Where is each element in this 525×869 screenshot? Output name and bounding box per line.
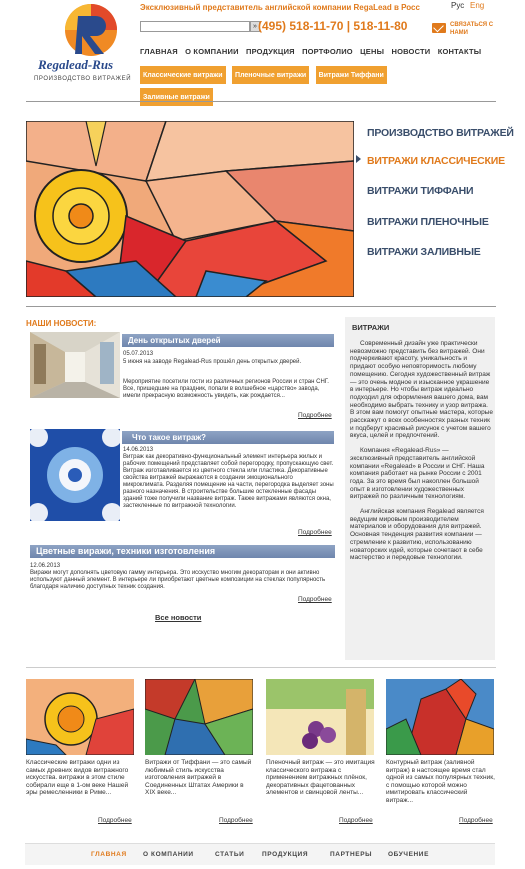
news-date: 12.06.2013 [30,563,61,569]
active-arrow-icon [356,155,361,163]
nav-item-portfolio[interactable]: ПОРТФОЛИО [302,47,353,56]
news-image-open-day[interactable] [30,332,120,398]
sub-nav-tiffany[interactable]: Витражи Тиффани [316,66,387,84]
footer-item-home[interactable]: ГЛАВНАЯ [91,851,127,858]
sidebar-paragraph: Английская компания Regalead является ведущим мировым производителем материалов и оборудования для витражей. Основная тенденция развития компании — стремление к развитию, использованию новаторских идей, которые сочетают в себе мастерство и передовые технологии. [350,508,484,562]
footer-item-training[interactable]: ОБУЧЕНИЕ [388,851,430,858]
card-text-tiffany: Витражи от Тиффани — это самый любимый стиль искусства изготовления витражей в Соединенных Штатах Америки в XIX веке... [145,759,252,797]
hero-menu-production[interactable]: ПРОИЗВОДСТВО ВИТРАЖЕЙ [367,127,514,139]
news-text: Виражи могут дополнять цветовую гамму интерьера. Это исскуство многим декораторам и они активно используют данный элемент. В интерьере ли приобретают цветные композиции на стеклах популярность благодаря наличию доступных техник создания. [30,570,326,590]
logo-subtitle: ПРОИЗВОДСТВО ВИТРАЖЕЙ [34,76,132,82]
news-text: 5 июня на заводе Regalead-Rus прошёл день открытых дверей. [123,359,302,365]
footer-item-about[interactable]: О КОМПАНИИ [143,851,194,858]
footer-item-articles[interactable]: СТАТЬИ [215,851,245,858]
card-more-link[interactable]: Подробнее [339,817,373,824]
card-more-link[interactable]: Подробнее [459,817,493,824]
logo-text: Regalead-Rus [38,57,114,72]
sub-nav-classic[interactable]: Классические витражи [140,66,226,84]
card-more-link[interactable]: Подробнее [219,817,253,824]
news-date: 05.07.2013 [123,351,154,357]
nav-item-news[interactable]: НОВОСТИ [391,47,431,56]
news-more-link[interactable]: Подробнее [298,596,332,603]
card-more-link[interactable]: Подробнее [98,817,132,824]
hero-menu-film[interactable]: ВИТРАЖИ ПЛЕНОЧНЫЕ [367,216,489,228]
news-section-title: НАШИ НОВОСТИ: [26,319,97,328]
card-text-fill: Контурный витраж (заливной витраж) в настоящее время стал одной из самых популярных техник, с помощью которой можно имитировать классический витраж... [386,759,495,804]
nav-item-products[interactable]: ПРОДУКЦИЯ [245,47,295,56]
main-nav [140,47,486,56]
lang-ru-link[interactable]: Рус [451,1,465,10]
all-news-link[interactable]: Все новости [155,613,202,622]
header-divider [26,101,496,102]
cards-divider [26,667,496,668]
news-more-link[interactable]: Подробнее [298,412,332,419]
news-text: Мероприятие посетили гости из различных регионов России и стран СНГ. Все, пришедшие на праздник, попали в волшебное «царство» завода, имели прекрасную возможность увидеть, как рождается... [123,379,329,399]
mail-icon[interactable] [432,23,446,33]
nav-item-prices[interactable]: ЦЕНЫ [360,47,385,56]
sidebar-paragraph: Современный дизайн уже практически невозможно представить без витражей. Они подчеркивают красоту, уникальность и придают особую неповторимость любому помещению. Сегодня художественный витраж — это очень модное и изысканное украшение в интерьере. Но чтобы витраж идеально подходил для оформления вашего дома, вам необходимо выбрать технику и узор витража. В этом вам помогут опытные мастера, которые расскажут о всех особенностях разных техник и подберут красивый рисунок с учетом вашего вкуса, целей и предпочтений. [350,340,493,440]
contact-us-link[interactable]: СВЯЗАТЬСЯ С НАМИ [450,22,494,36]
news-image-what-is-vitrage[interactable] [30,429,120,521]
card-text-classic: Классические витражи одни из самых древних видов витражного искусства. витражи в этом стиле собирали еще в 1-ом веке Нашей эры ремесленники в Риме... [26,759,129,797]
news-text: Витраж как декоративно-функциональный элемент интерьера жилых и рабочих помещений представляет собой перегородку, пропускающую свет. Витраж изготавливается из цветного стекла или пластика. Декоративные свойства витражей выражаются в создании эмоционального микроклимата. Разделяя помещение на части, перегородка выделяет зоны разного назначения. В строительстве большие остекленные фасады зданий тоже получили название витраж. Также витражами являются окна, застекленные по витражной технологии. [123,454,334,509]
sidebar-paragraph: Компания «Regalead-Rus» — эксклюзивный представитель английской компании «Regalead» в России и СНГ. Наша компания работает на рынке России с 2001 года. За это время был накоплен большой опыт в изготовлении художественных витражей по различным технологиям. [350,447,485,501]
sub-nav-fill[interactable]: Заливные витражи [140,88,213,106]
news-title-bar[interactable]: День открытых дверей [122,334,334,347]
news-more-link[interactable]: Подробнее [298,529,332,536]
hero-menu-fill[interactable]: ВИТРАЖИ ЗАЛИВНЫЕ [367,246,481,258]
nav-item-home[interactable]: ГЛАВНАЯ [140,47,178,56]
footer-nav [25,843,495,865]
lang-en-link[interactable]: Eng [470,1,485,10]
hero-menu-classic[interactable]: ВИТРАЖИ КЛАССИЧЕСКИЕ [367,155,505,167]
news-title-bar[interactable]: Цветные виражи, техники изготовления [30,545,335,558]
sidebar-text [350,340,493,569]
search-button[interactable]: » [250,21,260,32]
sub-nav-film[interactable]: Пленочные витражи [232,66,309,84]
news-title-bar[interactable]: Что такое витраж? [122,431,334,444]
hero-stained-glass-image [26,121,354,297]
hero-menu-tiffany[interactable]: ВИТРАЖИ ТИФФАНИ [367,185,474,197]
nav-item-about[interactable]: О КОМПАНИИ [185,47,239,56]
news-date: 14.06.2013 [123,447,154,453]
tagline: Эксклюзивный представитель английской компании RegaLead в Росс [140,3,420,12]
card-image-classic[interactable] [26,679,134,755]
card-text-film: Пленочный витраж — это имитация классического витража с применением витражных плёнок, декоративных фацетованных элементов и свинцовой ленты... [266,759,375,797]
footer-item-products[interactable]: ПРОДУКЦИЯ [262,851,309,858]
search-input[interactable] [140,21,250,32]
sidebar-title: ВИТРАЖИ [352,323,390,332]
hero-divider [26,306,496,307]
card-image-film[interactable] [266,679,374,755]
card-image-tiffany[interactable] [145,679,253,755]
nav-item-contacts[interactable]: КОНТАКТЫ [437,47,482,56]
card-image-fill[interactable] [386,679,494,755]
footer-item-partners[interactable]: ПАРТНЕРЫ [330,851,373,858]
phone-numbers: (495) 518-11-70 | 518-11-80 [258,19,408,33]
